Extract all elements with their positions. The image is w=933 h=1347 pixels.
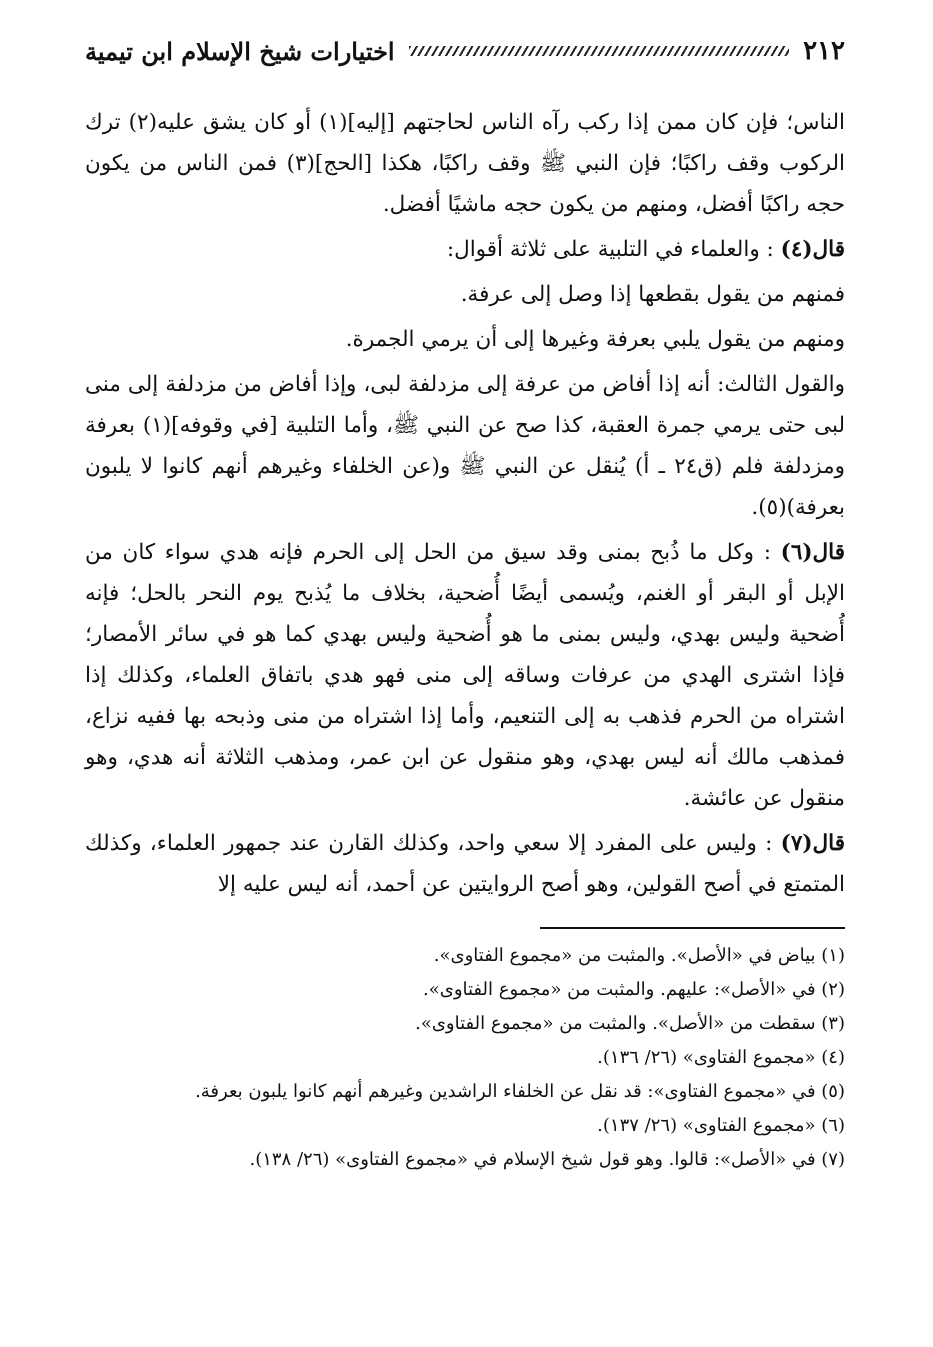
header-ornament xyxy=(409,46,790,56)
book-page xyxy=(85,30,845,1177)
paragraph-text: فمنهم من يقول بقطعها إذا وصل إلى عرفة. xyxy=(460,282,845,307)
paragraph-text: : والعلماء في التلبية على ثلاثة أقوال: xyxy=(446,237,774,262)
page-header xyxy=(85,30,845,72)
qala-label: قال(٦) xyxy=(780,540,845,565)
page-number: ٢١٢ xyxy=(803,36,845,66)
paragraph-text: الناس؛ فإن كان ممن إذا ركب رآه الناس لحاجتهم [إليه](١) أو كان يشق عليه(٢) ترك الركوب وقف راكبًا؛ فإن النبي ﷺ وقف راكبًا، هكذا [الحج](٣) فمن الناس من يكون حجه راكبًا أفضل، ومنهم من يكون حجه ماشيًا أفضل. xyxy=(85,110,846,217)
paragraph xyxy=(85,823,845,905)
main-text xyxy=(85,102,845,905)
footnote: (٧) في «الأصل»: قالوا. وهو قول شيخ الإسلام في «مجموع الفتاوى» (٢٦/ ١٣٨). xyxy=(249,1149,845,1170)
footnote-separator xyxy=(540,927,845,929)
book-title: اختيارات شيخ الإسلام ابن تيمية xyxy=(85,36,395,66)
paragraph xyxy=(85,274,845,315)
paragraph xyxy=(85,102,845,225)
footnote: (٤) «مجموع الفتاوى» (٢٦/ ١٣٦). xyxy=(597,1047,845,1068)
paragraph xyxy=(85,532,845,819)
footnote: (٥) في «مجموع الفتاوى»: قد نقل عن الخلفاء الراشدين وغيرهم أنهم كانوا يلبون بعرفة. xyxy=(195,1081,845,1102)
paragraph-text: : وليس على المفرد إلا سعي واحد، وكذلك القارن عند جمهور العلماء، وكذلك المتمتع في أصح القولين، وهو أصح الروايتين عن أحمد، أنه ليس عليه إلا xyxy=(85,831,845,897)
qala-label: قال(٤) xyxy=(780,237,845,262)
qala-label: قال(٧) xyxy=(780,831,845,856)
paragraph xyxy=(85,229,845,270)
footnote: (١) بياض في «الأصل». والمثبت من «مجموع الفتاوى». xyxy=(433,945,845,966)
paragraph xyxy=(85,364,845,528)
footnote: (٢) في «الأصل»: عليهم. والمثبت من «مجموع الفتاوى». xyxy=(423,979,845,1000)
paragraph-text: ومنهم من يقول يلبي بعرفة وغيرها إلى أن يرمي الجمرة. xyxy=(345,327,845,352)
footnotes xyxy=(85,939,845,1177)
footnote: (٣) سقطت من «الأصل». والمثبت من «مجموع الفتاوى». xyxy=(415,1013,845,1034)
paragraph-text: : وكل ما ذُبح بمنى وقد سيق من الحل إلى الحرم فإنه هدي سواء كان من الإبل أو البقر أو الغنم، ويُسمى أيضًا أُضحية، بخلاف ما يُذبح يوم النحر بالحل؛ فإنه أُضحية وليس بهدي، وليس بمنى ما هو أُضحية وليس بهدي كما هو في سائر الأمصار؛ فإذا اشترى الهدي من عرفات وساقه إلى منى فهو هدي باتفاق العلماء، وكذلك إذا اشتراه من الحرم فذهب به إلى التنعيم، وأما إذا اشتراه من منى وذبحه بها ففيه نزاع، فمذهب مالك أنه ليس بهدي، وهو منقول عن ابن عمر، ومذهب الثلاثة أنه هدي، وهو منقول عن عائشة. xyxy=(85,540,845,811)
paragraph-text: والقول الثالث: أنه إذا أفاض من عرفة إلى مزدلفة لبى، وإذا أفاض من مزدلفة إلى منى لبى حتى يرمي جمرة العقبة، كذا صح عن النبي ﷺ، وأما التلبية [في وقوفه](١) بعرفة ومزدلفة فلم (ق٢٤ ـ أ) يُنقل عن النبي ﷺ و(عن الخلفاء وغيرهم أنهم كانوا لا يلبون بعرفة)(٥). xyxy=(85,372,845,520)
paragraph xyxy=(85,319,845,360)
footnote: (٦) «مجموع الفتاوى» (٢٦/ ١٣٧). xyxy=(597,1115,845,1136)
